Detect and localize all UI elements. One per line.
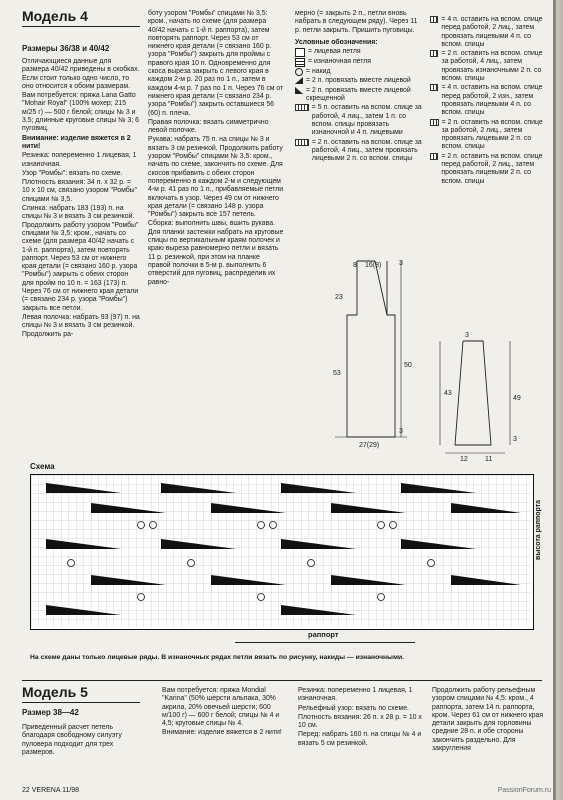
para: Плотность вязания: 26 п. x 28 р. = 10 x 10 см. xyxy=(298,713,422,730)
para: Левая полочка: набрать 93 (97) п. на спицы № 3 и вязать 3 см резинкой. Продолжить ра- xyxy=(22,313,140,338)
dim-label: 16(8) xyxy=(365,262,382,269)
para: Спинка: набрать 183 (193) п. на спицы № 3 и вязать 3 см резинкой. Продолжить работу узором "Ромбы" спицами № 3,5: кром., начать со схеме (для размера 40/42 начать с 1-й п. раппорта), затем повторять раппорт. Через 53 см от нижнего края детали (= связано 160 р. узора "Ромбы") закрыть с обеих сторон для пройм по 10 п. = 163 (173) п. Через 76 см от нижнего края детали (= связано 234 р. узора "Ромбы") закрыть все петли. xyxy=(22,205,139,312)
dim-label: 3 xyxy=(399,260,403,267)
legend-text: = 4 п. оставить на вспом. спице перед работой, 2 лиц., затем провязать лицевыми 4 п. со вспом. спицы xyxy=(441,16,543,48)
garment-diagrams xyxy=(295,255,535,465)
rapport-label: раппорт xyxy=(308,630,339,639)
model4-col3 xyxy=(295,10,423,164)
k2tog-twisted-icon xyxy=(295,87,303,94)
para: Сборка: выполнить швы, вшить рукава. Для планки застежки набрать на круговые спицы по вертикальным краям полочек и краю выреза равномерно петли и вязать 11 р. резинкой, при этом на планке правой полочки в 5-м р. выполнить 6 отверстий для пуговиц, распределив их равно- xyxy=(148,220,284,286)
dim-label: 53 xyxy=(333,370,341,377)
legend-text: = 2 п. оставить на вспом. спице перед работой, 2 лиц., затем провязать лицевыми 2 п. со вспом. спицы xyxy=(441,152,543,185)
legend-item xyxy=(295,48,423,57)
yarn-over-icon xyxy=(295,68,303,76)
legend-item xyxy=(295,68,423,76)
dim-label: 8 xyxy=(353,262,357,269)
cable-icon xyxy=(430,119,439,126)
cable-icon xyxy=(430,153,438,160)
para: Внимание: изделие вяжется в 2 нити! xyxy=(22,134,131,150)
model4-col2 xyxy=(148,10,284,288)
legend-item xyxy=(430,50,548,83)
model5-sizes: Размер 38—42 xyxy=(22,708,79,717)
para: Плотность вязания: 34 п. x 32 р. = 10 x 10 см, связано узором "Ромбы" спицами № 3,5. xyxy=(22,179,138,203)
para: Правая полочка: вязать симметрично левой полочке. xyxy=(148,118,269,135)
model5-col2 xyxy=(162,687,290,739)
para: Внимание: изделие вяжется в 2 нити! xyxy=(162,729,282,737)
para: Отличающиеся данные для размера 40/42 приведены в скобках. Если стоит только одно число, то оно относится к обоим размерам. xyxy=(22,58,140,90)
legend-text: = накид xyxy=(306,68,331,76)
legend-item xyxy=(430,16,548,49)
para: Продолжить работу рельефным узором спицами № 4,5: кром., 4 раппорта, затем 14 п. раппорта, кром. Через 61 см от нижнего края детали закрыть для горловины средние 28 п. и обе стороны закончить раздельно. Для закругления xyxy=(432,687,544,753)
cable-icon xyxy=(430,84,438,91)
para: Вам потребуется: пряжа Lana Gatto "Mohair Royal" (100% мохер; 215 м/25 г) — 500 г белой; спицы № 3 и 3,5; длинные круговые спицы № 3; 6 пуговиц. xyxy=(22,92,140,133)
dim-label: 43 xyxy=(444,390,452,397)
page-footer: 22 VERENA 11/98 xyxy=(22,787,80,794)
dim-label: 27(29) xyxy=(359,442,380,449)
dim-label: 23 xyxy=(335,294,343,301)
model4-title: Модель 4 xyxy=(22,8,88,24)
cable-icon xyxy=(430,50,438,57)
schema-caption: На схеме даны только лицевые ряды. В изнаночных рядах петли вязать по рисунку, накиды — изнаночными. xyxy=(30,654,405,661)
legend-item xyxy=(295,77,423,85)
title-rule xyxy=(22,702,140,703)
para: Вам потребуется: пряжа Mondial "Karina" (50% шерсти альпака, 30% акрила, 20% овечьей шерсти; 600 м/100 г) — 600 г белой; спицы № 4 и 4,5; круговые спицы № 4. xyxy=(162,687,280,728)
dim-label: 50 xyxy=(404,362,412,369)
legend-item xyxy=(295,139,423,164)
cable-icon xyxy=(430,16,438,23)
model5-col4 xyxy=(432,687,550,754)
rapport-rule xyxy=(235,642,415,643)
para: Приведенный расчет петель благодаря свободному силуэту пуловера подходит для трех размеров. xyxy=(22,724,122,756)
legend-text: = лицевая петля xyxy=(308,48,361,56)
legend-item xyxy=(430,119,548,152)
title-rule xyxy=(22,26,140,27)
para: Узор "Ромбы": вязать по схеме. xyxy=(22,169,123,177)
model4-col1 xyxy=(22,58,140,340)
legend-text: = 4 п. оставить на вспом. спице перед работой, 2 изн., затем провязать лицевыми 4 п. со вспом. спицы xyxy=(441,84,543,117)
edge-line xyxy=(553,0,556,800)
legend-text: = 5 п. оставить на вспом. спице за работой, 4 лиц., затем 1 п. со вспом. спицы провязать изнаночной и 4 п. лицевыми xyxy=(311,104,422,137)
legend-item xyxy=(295,104,423,137)
schema-label: Схема xyxy=(30,462,55,471)
dim-label: 49 xyxy=(513,395,521,402)
legend-text: = 2 п. оставить на вспом. спице за работой, 4 лиц., затем провязать изнаночными 2 п. со вспом. спицы xyxy=(441,50,543,83)
section-rule xyxy=(22,680,542,681)
para: Резинка: попеременно 1 лицевая, 1 изнаночная. xyxy=(298,687,413,703)
dim-label: 3 xyxy=(465,332,469,339)
para: Перед: набрать 160 п. на спицы № 4 и вязать 5 см резинкой. xyxy=(298,731,422,747)
para: Рельефный узор: вязать по схеме. xyxy=(298,704,409,712)
watermark: PassionForum.ru xyxy=(497,787,551,794)
legend-text: = 2 п. оставить на вспом. спице за работой, 2 лиц., затем провязать лицевыми 2 п. со вспом. спицы xyxy=(441,118,543,151)
model5-col3 xyxy=(298,687,424,749)
legend-text: = 2 п. провязать вместе лицевой xyxy=(306,77,411,85)
k2tog-icon xyxy=(295,77,303,84)
legend-item xyxy=(295,87,423,104)
model4-col4 xyxy=(430,16,548,187)
para: боту узором "Ромбы" спицами № 3,5: кром., начать по схеме (для размера 40/42 начать с 1-й п. раппорта), затем повторять раппорт. Через 53 см от нижнего края детали (= связано 160 р. узора "Ромбы") закрыть для проймы с правого края 10 п. Одновременно для скоса выреза закрыть с левого края в каждом 2-м р. 20 раз по 1 п., затем в каждом 4-м р. 7 раз по 1 п. Через 76 см от нижнего края детали (= связано 234 р. узора "Ромбы") закрыть оставшиеся 56 (60) п. плеча. xyxy=(148,10,284,117)
dim-label: 3 xyxy=(399,428,403,435)
dim-label: 3 xyxy=(513,436,517,443)
legend-item xyxy=(295,58,423,67)
dim-label: 12 xyxy=(460,456,468,463)
cable-2-icon xyxy=(295,139,309,146)
model5-title: Модель 5 xyxy=(22,684,88,700)
knitting-chart-grid xyxy=(31,475,531,627)
knit-square-icon xyxy=(295,48,305,57)
legend-text: = 2 п. оставить на вспом. спице за работой, 4 лиц., затем провязать лицевыми 2 п. со вспом. спицы xyxy=(311,138,422,163)
model4-sizes: Размеры 36/38 и 40/42 xyxy=(22,44,110,53)
page-edge-shadow xyxy=(553,0,563,800)
dim-label: 11 xyxy=(485,456,493,463)
rapport-height-label: высота раппорта xyxy=(535,500,542,560)
legend-text: = изнаночная петля xyxy=(308,58,372,66)
purl-icon xyxy=(295,58,305,67)
legend-text: = 2 п. провязать вместе лицевой скрещенной xyxy=(306,86,411,103)
legend-item xyxy=(430,84,548,117)
legend-item xyxy=(430,153,548,186)
para: Резинка: попеременно 1 лицевая, 1 изнаночная. xyxy=(22,152,137,168)
legend-title: Условные обозначения: xyxy=(295,38,378,46)
para: мерно (= закрыть 2 п., петли вновь набрать в следующем ряду). Через 11 р. петли закрыть. Пришить пуговицы. xyxy=(295,10,418,34)
knitting-chart xyxy=(30,474,534,630)
cable-5-icon xyxy=(295,104,309,111)
model5-col1 xyxy=(22,724,140,758)
para: Рукава: набрать 75 п. на спицы № 3 и вязать 3 см резинкой. Продолжить работу узором "Ромбы" спицами № 3,5: кром., начать по схеме, закончить по схеме. Для скосов прибавить с обеих сторон попеременно в каждом 2-м и следующем 4-м р. 41 раз по 1 п., прибавляемые петли включать в узор. Через 49 см от нижнего края детали (= связано 148 р. узора "Ромбы") закрыть все 157 петель. xyxy=(148,136,284,219)
